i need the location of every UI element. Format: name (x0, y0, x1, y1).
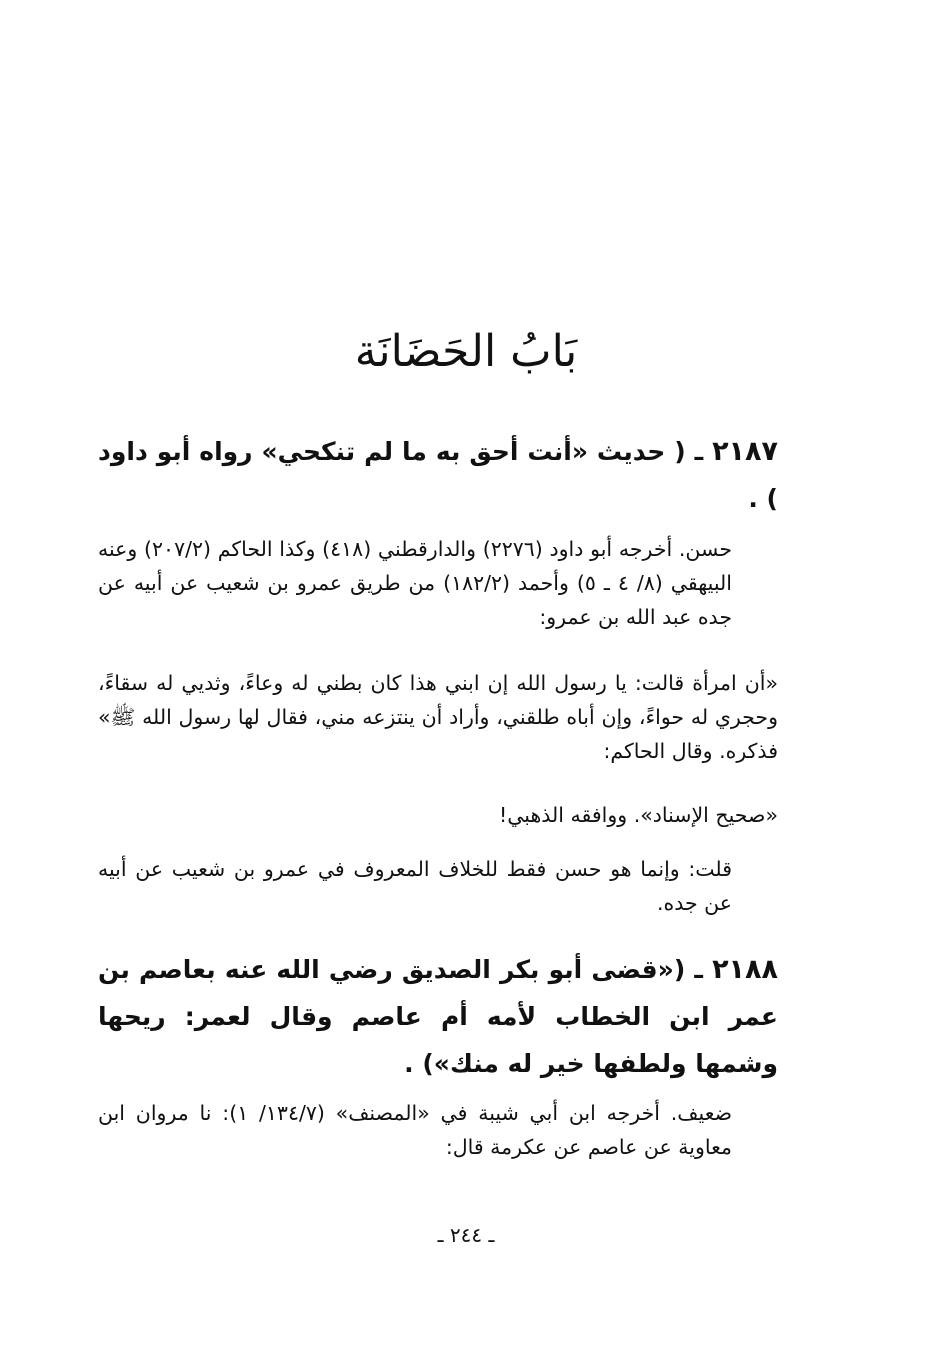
page-number: ـ ٢٤٤ ـ (437, 1223, 495, 1247)
hakim-verdict: «صحيح الإسناد». ووافقه الذهبي! (499, 803, 778, 827)
hadith-number: ٢١٨٨ (712, 954, 778, 985)
hadith-text: ـ ( حديث «أنت أحق به ما لم تنكحي» رواه أبو داود ) . (98, 437, 778, 513)
hadith-number: ٢١٨٧ (712, 436, 778, 467)
chapter-title: بَابُ الحَضَانَة (354, 326, 578, 377)
commentary-paragraph: ضعيف. أخرجه ابن أبي شيبة في «المصنف» (١٣٤/٧/ ١): نا مروان ابن معاوية عن عاصم عن عكرمة قال: (98, 1101, 732, 1159)
hadith-2187 (98, 428, 778, 522)
hadith-text: ـ («قضى أبو بكر الصديق رضي الله عنه بعاصم بن عمر ابن الخطاب لأمه أم عاصم وقال لعمر: ريحها وشمها ولطفها خير له منك») . (98, 955, 778, 1078)
author-note: قلت: وإنما هو حسن فقط للخلاف المعروف في عمرو بن شعيب عن أبيه عن جده. (98, 857, 732, 915)
commentary-paragraph: حسن. أخرجه أبو داود (٢٢٧٦) والدارقطني (٤١٨) وكذا الحاكم (٢٠٧/٢) وعنه البيهقي (٨/ ٤ ـ ٥) وأحمد (١٨٢/٢) من طريق عمرو بن شعيب عن أبيه عن جده عبد الله بن عمرو: (98, 537, 732, 629)
hadith-2188 (98, 946, 778, 1087)
hadith-quote: «أن امرأة قالت: يا رسول الله إن ابني هذا كان بطني له وعاءً، وثديي له سقاءً، وحجري له حواءً، وإن أباه طلقني، وأراد أن ينتزعه مني، فقال لها رسول الله ﷺ» فذكره. وقال الحاكم: (98, 671, 778, 763)
